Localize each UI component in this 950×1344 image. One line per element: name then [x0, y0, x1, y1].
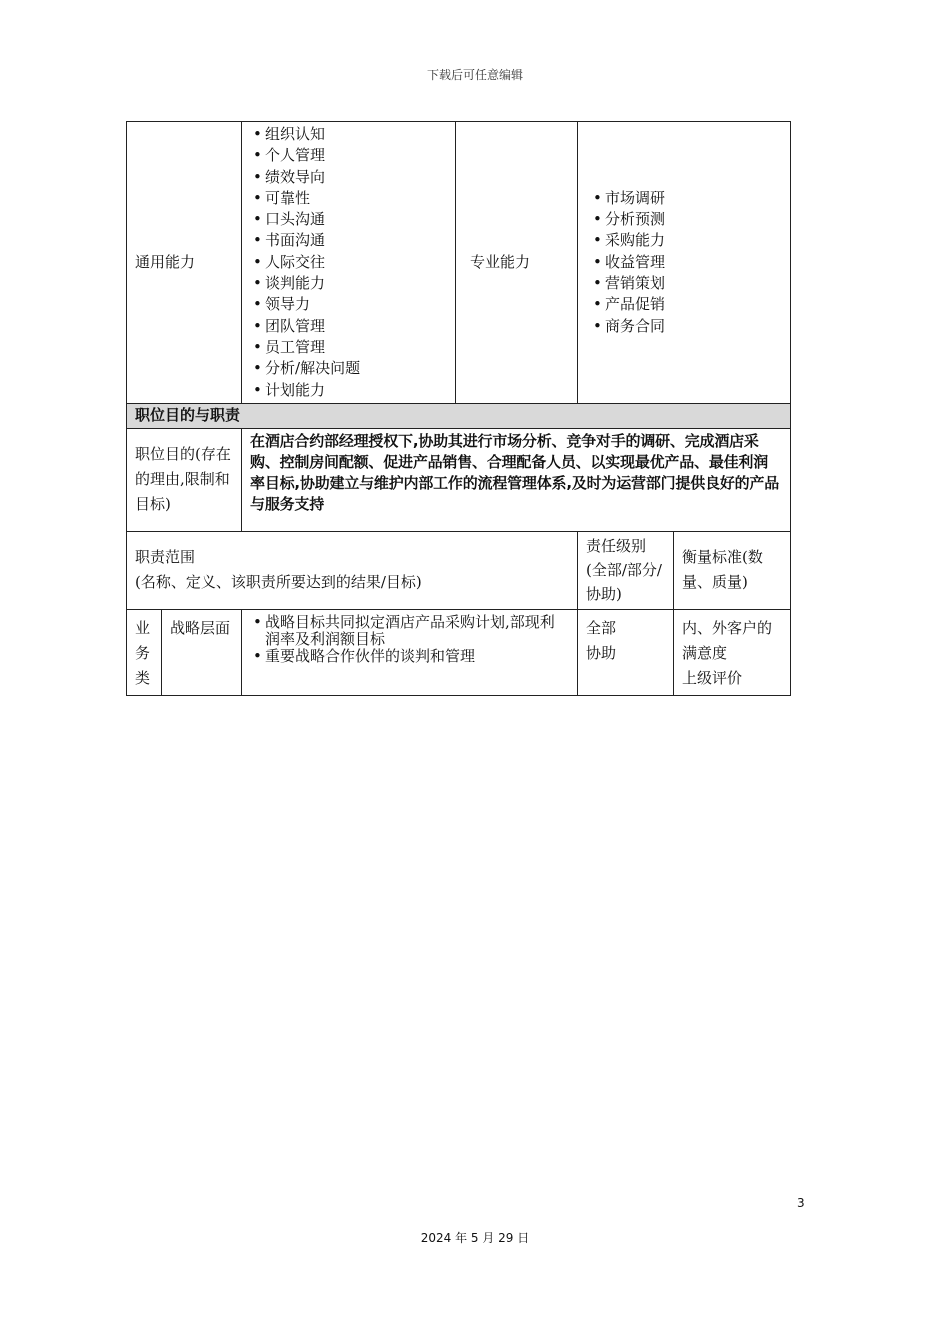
row-items-list	[250, 614, 569, 665]
list-item: • 计划能力	[250, 380, 447, 401]
scope-title: 职责范围	[135, 548, 196, 567]
professional-ability-label: 专业能力	[456, 122, 578, 404]
row-items-cell	[242, 609, 578, 695]
scope-header	[127, 531, 578, 609]
professional-ability-list	[590, 188, 782, 337]
list-item: • 组织认知	[250, 124, 447, 145]
scope-subtitle: (名称、定义、该职责所要达到的结果/目标)	[135, 573, 422, 592]
purpose-text: 在酒店合约部经理授权下,协助其进行市场分析、竞争对手的调研、完成酒店采购、控制房间配额、促进产品销售、合理配备人员、以实现最优产品、最佳利润率目标,协助建立与维护内部工作的流程管理体系,及时为运营部门提供良好的产品与服务支持	[242, 428, 791, 531]
measure-line: 内、外客户的满意度	[682, 618, 773, 662]
list-item: • 采购能力	[590, 230, 782, 251]
list-item: • 员工管理	[250, 337, 447, 358]
list-item: • 可靠性	[250, 188, 447, 209]
category-cell: 业务类	[127, 609, 162, 695]
measure-line: 上级评价	[682, 668, 743, 687]
list-item: • 口头沟通	[250, 209, 447, 230]
list-item: • 谈判能力	[250, 273, 447, 294]
measure-cell	[674, 609, 791, 695]
list-item: • 领导力	[250, 294, 447, 315]
footer-date: 2024 年 5 月 29 日	[420, 1231, 530, 1245]
responsibility-line: 全部	[586, 618, 617, 637]
general-ability-list	[250, 124, 447, 401]
measure-header: 衡量标准(数量、质量)	[674, 531, 791, 609]
list-item: • 战略目标共同拟定酒店产品采购计划,部现利润率及利润额目标	[250, 614, 569, 648]
list-item: • 绩效导向	[250, 167, 447, 188]
responsibility-line: 协助	[586, 643, 617, 662]
job-description-table	[126, 121, 791, 696]
list-item: • 书面沟通	[250, 230, 447, 251]
list-item: • 分析/解决问题	[250, 358, 447, 379]
list-item: • 团队管理	[250, 316, 447, 337]
responsibility-cell	[578, 609, 674, 695]
list-item: • 人际交往	[250, 252, 447, 273]
professional-ability-list-cell	[578, 122, 791, 404]
list-item: • 重要战略合作伙伴的谈判和管理	[250, 648, 569, 665]
list-item: • 个人管理	[250, 145, 447, 166]
level-name-cell: 战略层面	[162, 609, 242, 695]
general-ability-list-cell	[242, 122, 456, 404]
list-item: • 营销策划	[590, 273, 782, 294]
section-title: 职位目的与职责	[127, 403, 791, 428]
page-header: 下载后可任意编辑	[426, 68, 523, 82]
general-ability-label: 通用能力	[127, 122, 242, 404]
purpose-label: 职位目的(存在的理由,限制和目标)	[127, 428, 242, 531]
list-item: • 收益管理	[590, 252, 782, 273]
list-item: • 商务合同	[590, 316, 782, 337]
list-item: • 分析预测	[590, 209, 782, 230]
responsibility-level-header: 责任级别(全部/部分/协助)	[578, 531, 674, 609]
page-number: 3	[797, 1196, 805, 1210]
list-item: • 市场调研	[590, 188, 782, 209]
list-item: • 产品促销	[590, 294, 782, 315]
